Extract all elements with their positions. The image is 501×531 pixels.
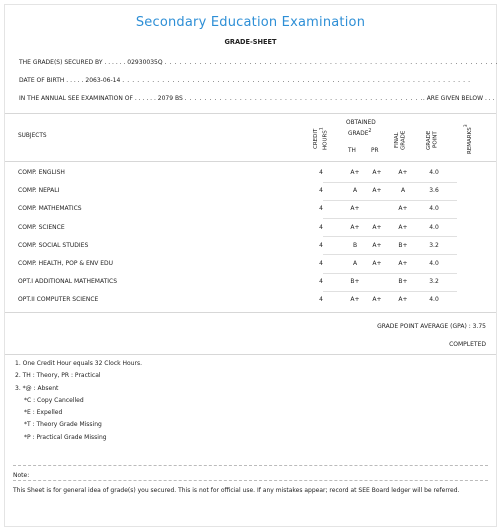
cell-final-grade: A+ [398, 223, 408, 231]
footnote-item: *P : Practical Grade Missing [24, 433, 107, 441]
cell-grade-point: 4.0 [429, 296, 439, 304]
exam-suffix: . ARE GIVEN BELOW . . . [422, 95, 495, 102]
cell-subject: OPT.I ADDITIONAL MATHEMATICS [18, 278, 118, 286]
result-status: COMPLETED [449, 341, 486, 348]
cell-subject: COMP. HEALTH, POP & ENV EDU [18, 260, 114, 267]
cell-final-grade: A+ [398, 296, 408, 304]
footnotes-list [15, 358, 142, 444]
header-grade-point: GRADE POINT [426, 130, 439, 150]
footnote-item: *T : Theory Grade Missing [24, 421, 102, 429]
note-title: Note: [13, 472, 30, 479]
dashed-divider [13, 465, 488, 466]
header-pr: PR [371, 148, 379, 154]
table-row [5, 260, 496, 278]
cell-credit: 4 [319, 260, 323, 267]
cell-grade-point: 4.0 [429, 223, 439, 231]
cell-pr: A+ [372, 260, 382, 267]
cell-grade-point: 4.0 [429, 260, 439, 267]
row-separator [323, 182, 457, 183]
table-top-rule [5, 113, 496, 114]
cell-grade-point: 3.6 [429, 187, 439, 195]
cell-subject: COMP. SCIENCE [18, 223, 65, 231]
cell-final-grade: A [400, 187, 406, 195]
dob-value: 2063-06-14 [85, 77, 121, 84]
header-subjects: SUBJECTS [18, 133, 47, 139]
header-obtained: OBTAINED [346, 120, 376, 126]
dob-label: DATE OF BIRTH . . . . . [19, 77, 84, 84]
cell-grade-point: 3.2 [429, 241, 439, 249]
cell-th: A+ [350, 223, 360, 231]
symbol-number: 02930035Q [127, 59, 163, 66]
cell-grade-point: 4.0 [429, 205, 439, 213]
cell-pr: A+ [372, 187, 382, 195]
cell-pr: A+ [372, 169, 382, 176]
cell-th: B+ [350, 278, 360, 286]
cell-subject: OPT.II COMPUTER SCIENCE [18, 296, 99, 304]
table-row [5, 242, 496, 260]
table-bottom-rule [5, 312, 496, 313]
footnote-item: *E : Expelled [24, 409, 63, 417]
cell-final-grade: A+ [398, 169, 408, 176]
footnote-item: 1. One Credit Hour equals 32 Clock Hours. [15, 360, 142, 367]
dotted-leader: . . . . . . . . . . . . . . . . . . . . . . . . . . . . . . . . . . . . . . . . . . . . . . . . . . . . . . . . . . . . . . . . . . . . . . [122, 77, 471, 84]
header-grade: GRADE$^2$ [348, 129, 372, 137]
cell-final-grade: B+ [398, 241, 408, 249]
exam-line [19, 95, 495, 102]
cell-subject: COMP. MATHEMATICS [18, 205, 82, 213]
header-remarks: REMARKS$^3$ [464, 124, 473, 154]
cell-final-grade: A+ [398, 260, 408, 267]
secured-by-line [19, 59, 498, 66]
dotted-leader: . . . . . . . . . . . . . . . . . . . . . . . . . . . . . . . . . . . . . . . . . . . . . . . . [184, 95, 423, 102]
row-separator [323, 236, 457, 237]
sheet-subtitle: GRADE-SHEET [224, 38, 277, 46]
cell-pr: A+ [372, 296, 382, 304]
cell-credit: 4 [319, 205, 323, 213]
cell-subject: COMP. SOCIAL STUDIES [18, 241, 89, 249]
cell-final-grade: B+ [398, 278, 408, 286]
cell-th: A+ [350, 205, 360, 213]
header-th: TH [348, 148, 356, 154]
table-row [5, 278, 496, 296]
cell-pr: A+ [372, 223, 382, 231]
footnote-item: 3. *@ : Absent [15, 384, 59, 392]
exam-label: IN THE ANNUAL SEE EXAMINATION OF . . . . . . [19, 95, 156, 102]
row-separator [323, 254, 457, 255]
grade-sheet [4, 4, 497, 527]
table-row [5, 169, 496, 187]
cell-credit: 4 [319, 169, 323, 176]
gpa-summary: GRADE POINT AVERAGE (GPA) : 3.75 [377, 323, 486, 330]
row-separator [323, 291, 457, 292]
cell-th: A [352, 187, 358, 195]
exam-title: Secondary Education Examination [135, 15, 366, 30]
row-separator [323, 218, 457, 219]
cell-th: A [352, 260, 358, 267]
cell-grade-point: 3.2 [429, 278, 439, 286]
cell-credit: 4 [319, 187, 323, 195]
table-row [5, 187, 496, 205]
dob-line [19, 77, 471, 84]
cell-pr: A+ [372, 241, 382, 249]
cell-th: A+ [350, 296, 360, 304]
table-row [5, 205, 496, 223]
cell-grade-point: 4.0 [429, 169, 439, 176]
header-final-grade: FINAL GRADE [394, 130, 407, 150]
note-text: This Sheet is for general idea of grade(s) you secured. This is not for official use. If any mistakes appear; record at SEE Board ledger will be referred. [13, 487, 460, 494]
cell-credit: 4 [319, 278, 323, 286]
cell-final-grade: A+ [398, 205, 408, 213]
cell-subject: COMP. NEPALI [18, 187, 60, 195]
footnote-item: 2. TH : Theory, PR : Practical [15, 372, 101, 380]
cell-credit: 4 [319, 223, 323, 231]
row-separator [323, 200, 457, 201]
cell-subject: COMP. ENGLISH [18, 169, 65, 176]
footnote-item: *C : Copy Cancelled [24, 396, 84, 404]
cell-th: A+ [350, 169, 360, 176]
cell-th: B [352, 241, 358, 249]
exam-year: 2079 BS [157, 95, 183, 102]
cell-credit: 4 [319, 296, 323, 304]
table-header-rule [5, 161, 496, 162]
table-row [5, 224, 496, 242]
header-credit-hours: CREDIT HOURS$^1$ [313, 127, 329, 151]
secured-by-label: THE GRADE(S) SECURED BY . . . . . . [19, 59, 126, 66]
cell-credit: 4 [319, 241, 323, 249]
dashed-divider [13, 480, 488, 481]
row-separator [323, 273, 457, 274]
notes-top-rule [5, 354, 496, 355]
dotted-leader: . . . . . . . . . . . . . . . . . . . . . . . . . . . . . . . . . . . . . . . . . . . . . . . . . . . . . . . . . . . . . . . . . . . [164, 59, 498, 66]
